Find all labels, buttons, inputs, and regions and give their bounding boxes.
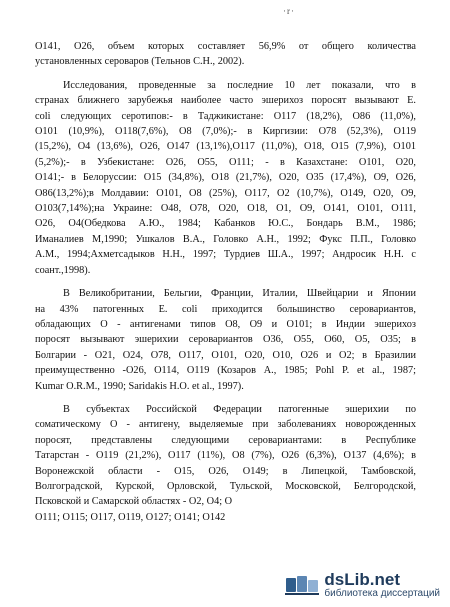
text-line: (15,2%), O4 (13,6%), O26, O147 (13,1%),O117 (11,0%), O18, O15 (7,9%), O101: [35, 141, 416, 153]
watermark-subtitle: библиотека диссертаций: [324, 588, 440, 599]
text-line: В субъектах Российской Федерации патогенные эшерихии по: [63, 403, 416, 415]
text-line: O101 (10,9%), O118(7,6%), O8 (7,0%);- в Киргизии: O78 (52,3%), O119: [35, 126, 416, 138]
dslib-watermark[interactable]: [281, 569, 444, 601]
text-line: O103(7,14%);на Украине: O48, O78, O20, O18, O1, O9, O141, O101, O111,: [35, 203, 416, 215]
document-body: [35, 39, 416, 525]
text-line: O111; O115; O117, O119, O127; O141; O142: [35, 511, 226, 523]
text-line: поросят вызывают эшерихии серовариантов O36, O55, O60, O5, O35; в: [35, 334, 416, 346]
paragraph-3: [35, 286, 416, 394]
paragraph-4: [35, 402, 416, 525]
dslib-logo-icon: [285, 575, 319, 595]
text-line: Псковской и Самарской областях - O2, O4; O: [35, 496, 233, 508]
text-line: странах ближнего зарубежья наиболее часто эшерихоз поросят вызывают E.: [35, 95, 416, 107]
paragraph-2: [35, 78, 416, 278]
text-line: Исследования, проведенные за последние 10 лет показали, что в: [63, 79, 416, 91]
text-line: O26, O4(Обедкова А.Ю., 1984; Кабанков Ю.С., Бондарь В.М., 1986;: [35, 218, 416, 230]
text-line: соматическому O - антигену, выделяемые при заболеваниях новорожденных: [35, 419, 416, 431]
text-line: соант.,1998).: [35, 264, 91, 276]
text-line: Болгарии - O21, O24, O78, O117, O101, O20, O10, O26 и O2; в Бразилии: [35, 349, 416, 361]
page-mark: ·r·: [283, 6, 295, 16]
text-line: O141, O26, объем которых составляет 56,9% от общего количества: [35, 41, 416, 52]
text-line: А.М., 1994;Ахметсадыков Н.Н., 1997; Турдиев Ш.А., 1997; Андросик Н.Н. с: [35, 249, 416, 261]
text-line: преимущественно -O26, O114, O119 (Козаров А., 1985; Pohl P. et al., 1987;: [35, 365, 416, 377]
text-line: установленных сероваров (Тельнов С.Н., 2002).: [35, 56, 245, 68]
text-line: coli следующих серотипов:- в Таджикистане: O117 (18,2%), O86 (11,0%),: [35, 110, 416, 122]
text-line: Воронежской области - O15, O26, O149; в Липецкой, Тамбовской,: [35, 465, 416, 477]
text-line: обладающих O - антигенами типов O8, O9 и O101; в Индии эшерихоз: [35, 318, 416, 330]
watermark-brand: dsLib.net: [324, 570, 400, 589]
text-line: Иманалиев М,1990; Ушкалов В.А., Головко А.Н., 1992; Фукс П.П., Головко: [35, 233, 416, 245]
paragraph-1: [35, 39, 416, 70]
text-line: Татарстан - O119 (21,2%), O117 (11%), O8 (7%), O26 (6,3%), O137 (4,6%); в: [35, 450, 416, 462]
text-line: O141;- в Белоруссии: O15 (34,8%), O18 (21,7%), O20, O35 (17,4%), O9, O26,: [35, 172, 416, 184]
text-line: поросят, представлены следующими серовариантами: в Республике: [35, 434, 416, 446]
text-line: В Великобритании, Бельгии, Франции, Италии, Швейцарии и Японии: [63, 288, 416, 300]
text-line: (5,2%);- в Узбекистане: O26, O55, O111; - в Казахстане: O101, O20,: [35, 156, 416, 168]
text-line: O86(13,2%);в Молдавии: O101, O8 (25%), O117, O2 (10,7%), O149, O20, O9,: [35, 187, 416, 199]
text-line: на 43% патогенных E. coli приходится большинство серовариантов,: [35, 303, 416, 315]
text-line: Kumar O.R.M., 1990; Saridakis H.O. et al., 1997).: [35, 380, 244, 392]
text-line: Волгоградской, Курской, Орловской, Тульской, Московской, Белгородской,: [35, 480, 416, 492]
